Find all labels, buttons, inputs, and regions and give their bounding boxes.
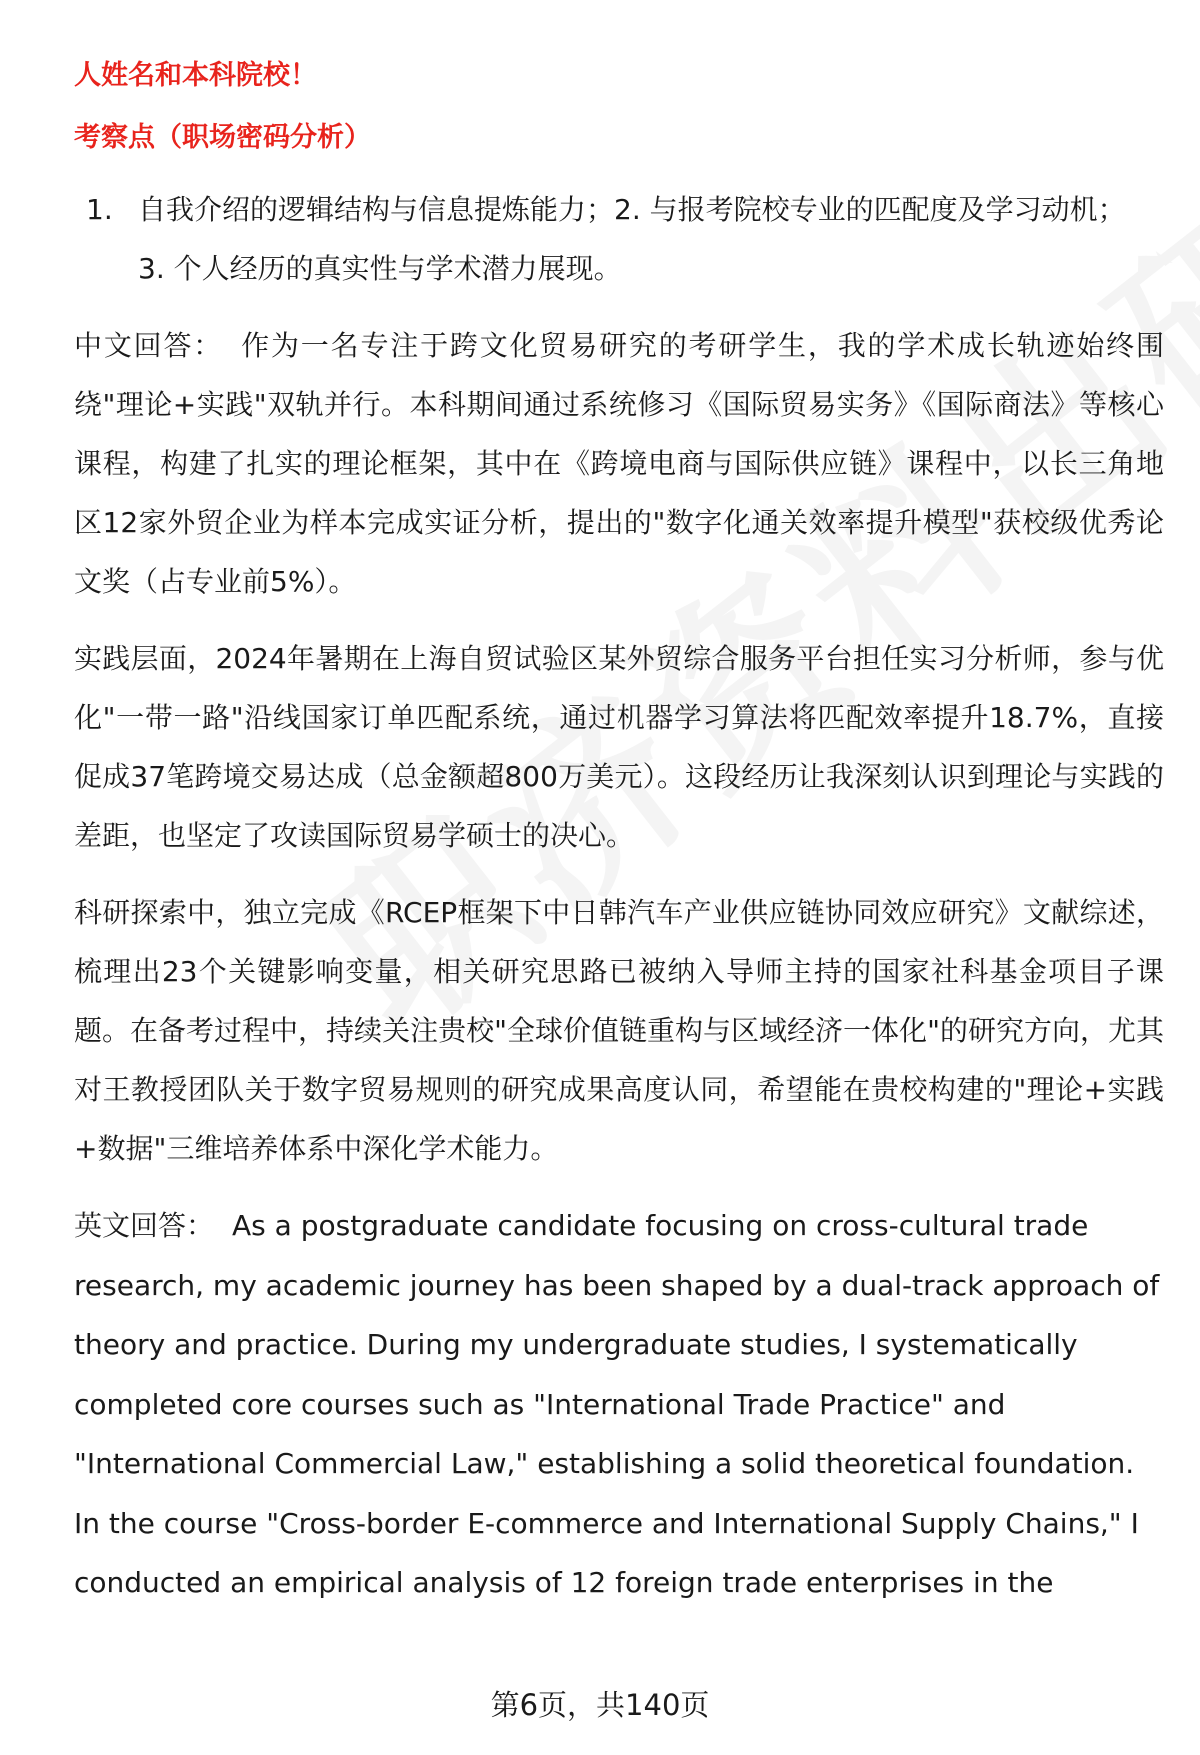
chinese-answer-label: 中文回答： — [74, 329, 224, 362]
chinese-answer-text-1: 作为一名专注于跨文化贸易研究的考研学生，我的学术成长轨迹始终围绕"理论+实践"双轨并行。本科期间通过系统修习《国际贸易实务》《国际商法》等核心课程，构建了扎实的理论框架，其中在《跨境电商与国际供应链》课程中，以长三角地区12家外贸企业为样本完成实证分析，提出的"数字化通关效率提升模型"获校级优秀论文奖（占专业前5%）。 — [74, 329, 1164, 598]
list-number: 1. — [86, 193, 113, 226]
english-answer-label: 英文回答： — [74, 1209, 215, 1242]
page-content — [74, 56, 1164, 1613]
intro-heading: 人姓名和本科院校！ — [74, 60, 317, 91]
chinese-answer-paragraph-1 — [74, 316, 1164, 611]
page-number-footer: 第6页，共140页 — [490, 1688, 710, 1722]
list-text: 自我介绍的逻辑结构与信息提炼能力；2. 与报考院校专业的匹配度及学习动机；3. 个人经历的真实性与学术潜力展现。 — [138, 193, 1126, 285]
chinese-answer-paragraph-3: 科研探索中，独立完成《RCEP框架下中日韩汽车产业供应链协同效应研究》文献综述，梳理出23个关键影响变量，相关研究思路已被纳入导师主持的国家社科基金项目子课题。在备考过程中，持续关注贵校"全球价值链重构与区域经济一体化"的研究方向，尤其对王教授团队关于数字贸易规则的研究成果高度认同，希望能在贵校构建的"理论+实践+数据"三维培养体系中深化学术能力。 — [74, 896, 1164, 1165]
list-item — [74, 180, 1164, 298]
key-points-list — [74, 180, 1164, 298]
chinese-answer-paragraph-2: 实践层面，2024年暑期在上海自贸试验区某外贸综合服务平台担任实习分析师，参与优化"一带一路"沿线国家订单匹配系统，通过机器学习算法将匹配效率提升18.7%，直接促成37笔跨境交易达成（总金额超800万美元）。这段经历让我深刻认识到理论与实践的差距，也坚定了攻读国际贸易学硕士的决心。 — [74, 642, 1164, 852]
english-answer-text: As a postgraduate candidate focusing on cross-cultural trade research, my academic journey has been shaped by a dual-track approach of theory and practice. During my undergraduate studies, I systematically completed core courses such as "International Trade Practice" and "International Commercial Law," establishing a solid theoretical foundation. In the course "Cross-border E-commerce and International Supply Chains," I conducted an empirical analysis of 12 foreign trade enterprises in the — [74, 1209, 1160, 1599]
english-answer-paragraph — [74, 1196, 1164, 1613]
key-points-heading: 考察点（职场密码分析） — [74, 122, 371, 153]
